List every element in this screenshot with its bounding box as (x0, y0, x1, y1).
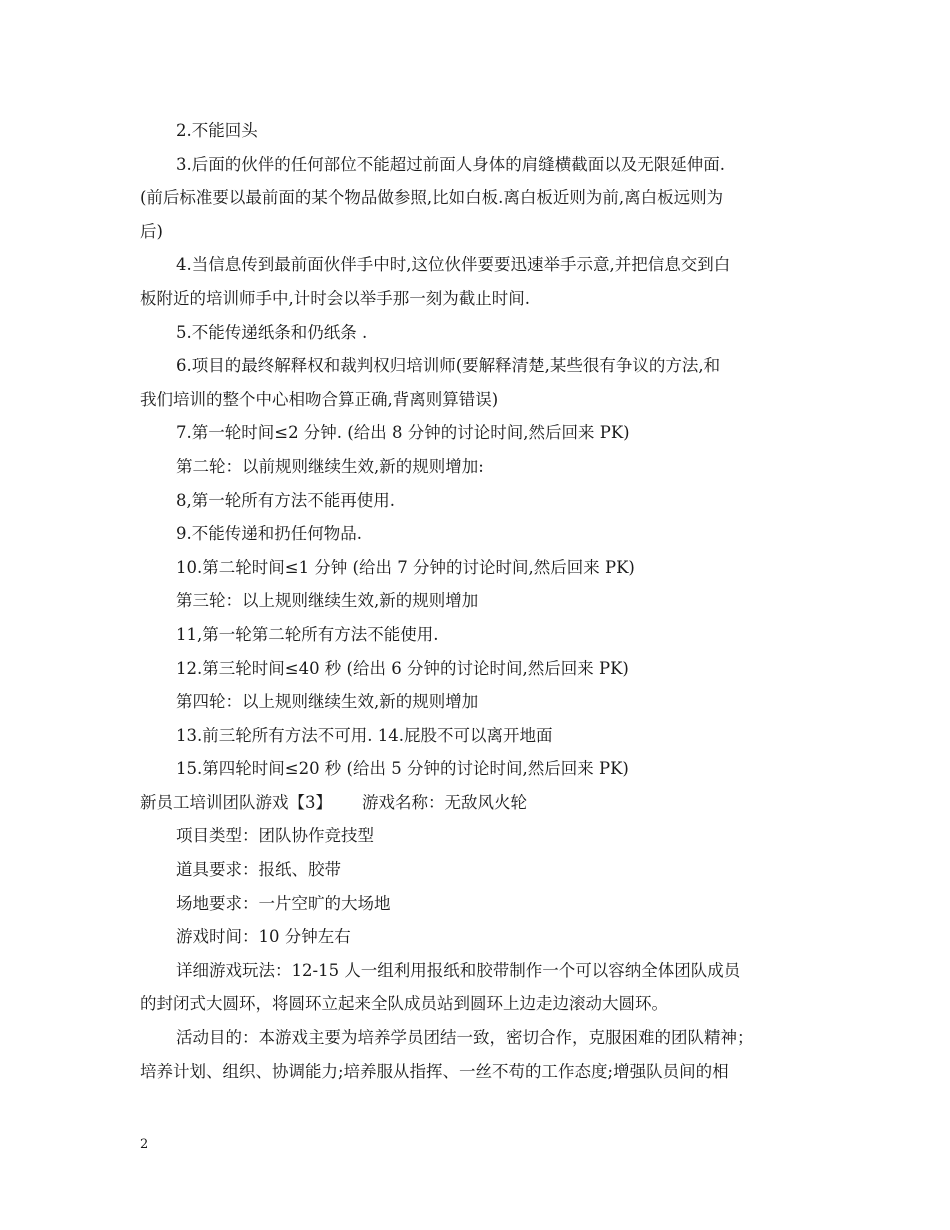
text-line: 的封闭式大圆环，将圆环立起来全队成员站到圆环上边走边滚动大圆环。 (140, 994, 668, 1014)
text-line: 详细游戏玩法：12-15 人一组利用报纸和胶带制作一个可以容纳全体团队成员 (176, 960, 741, 980)
text-line: 培养计划、组织、协调能力;培养服从指挥、一丝不苟的工作态度;增强队员间的相 (140, 1061, 729, 1081)
text-line: 15.第四轮时间≤20 秒 (给出 5 分钟的讨论时间,然后回来 PK) (176, 759, 629, 779)
text-line: 12.第三轮时间≤40 秒 (给出 6 分钟的讨论时间,然后回来 PK) (176, 658, 629, 678)
text-line: 我们培训的整个中心相吻合算正确,背离则算错误) (140, 389, 499, 409)
text-line: 7.第一轮时间≤2 分钟. (给出 8 分钟的讨论时间,然后回来 PK) (176, 423, 630, 443)
text-line: 后) (140, 221, 163, 241)
text-line: 13.前三轮所有方法不可用. 14.屁股不可以离开地面 (176, 725, 553, 745)
text-line: 9.不能传递和扔任何物品. (176, 524, 362, 544)
text-line: 10.第二轮时间≤1 分钟 (给出 7 分钟的讨论时间,然后回来 PK) (176, 557, 635, 577)
page-number: 2 (140, 1137, 149, 1152)
text-line: 6.项目的最终解释权和裁判权归培训师(要解释清楚,某些很有争议的方法,和 (176, 356, 721, 376)
text-line: 5.不能传递纸条和仍纸条 . (176, 322, 368, 342)
text-line: 4.当信息传到最前面伙伴手中时,这位伙伴要要迅速举手示意,并把信息交到白 (176, 255, 731, 275)
text-line: 3.后面的伙伴的任何部位不能超过前面人身体的肩缝横截面以及无限延伸面. (176, 154, 725, 174)
text-line: 板附近的培训师手中,计时会以举手那一刻为截止时间. (140, 288, 530, 308)
text-line: (前后标准要以最前面的某个物品做参照,比如白板.离白板近则为前,离白板远则为 (140, 188, 724, 208)
text-line: 游戏时间：10 分钟左右 (176, 927, 351, 947)
text-line: 新员工培训团队游戏【3】 游戏名称：无敌风火轮 (140, 792, 527, 812)
text-line: 场地要求：一片空旷的大场地 (176, 893, 391, 913)
text-line: 第三轮：以上规则继续生效,新的规则增加 (176, 591, 479, 611)
text-line: 11,第一轮第二轮所有方法不能使用. (176, 624, 439, 644)
text-line: 活动目的：本游戏主要为培养学员团结一致，密切合作，克服困难的团队精神； (176, 1028, 754, 1048)
text-line: 2.不能回头 (176, 121, 258, 140)
document-body (140, 114, 820, 1088)
text-line: 第二轮：以前规则继续生效,新的规则增加: (176, 456, 484, 476)
text-line: 第四轮：以上规则继续生效,新的规则增加 (176, 692, 479, 712)
text-line: 8,第一轮所有方法不能再使用. (176, 490, 395, 510)
text-line: 项目类型：团队协作竞技型 (176, 826, 374, 846)
text-line: 道具要求：报纸、胶带 (176, 860, 341, 880)
